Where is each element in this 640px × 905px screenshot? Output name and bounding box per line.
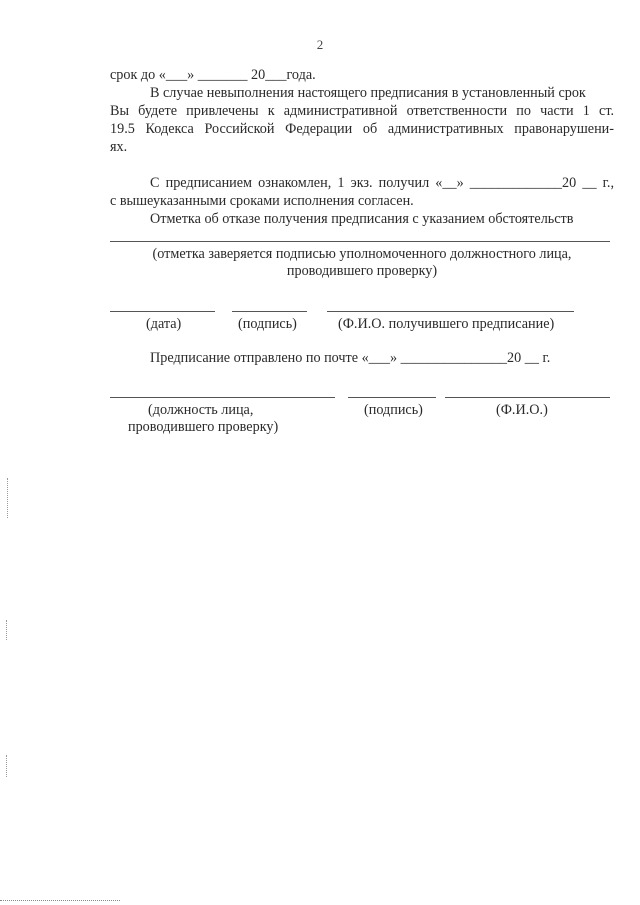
refusal-note-line-2: проводившего проверку): [286, 263, 438, 279]
mailing-line: Предписание отправлено по почте «___» _______________20 __ г.: [150, 350, 551, 366]
inspector-name-label: (Ф.И.О.): [496, 402, 548, 418]
date-label: (дата): [146, 316, 182, 332]
acknowledgement-line-1: С предписанием ознакомлен, 1 экз. получил «__» _____________20 __ г.,: [150, 175, 614, 191]
liability-line-3: 19.5 Кодекса Российской Федерации об административных правонарушени-: [110, 121, 614, 137]
inspector-name-line: [445, 397, 610, 398]
inspector-position-line: [110, 397, 335, 398]
inspector-signature-line: [348, 397, 436, 398]
inspector-signature-label: (подпись): [364, 402, 423, 418]
inspector-position-label-2: проводившего проверку): [128, 419, 279, 435]
recipient-name-line: [327, 311, 574, 312]
liability-line-4: ях.: [110, 139, 128, 155]
scan-artifact: [6, 755, 7, 777]
recipient-signature-line: [232, 311, 307, 312]
scan-artifact: [0, 900, 120, 901]
page-number: 2: [316, 37, 324, 52]
scan-artifact: [7, 478, 8, 518]
refusal-circumstances-line: [110, 241, 610, 242]
liability-line-1: В случае невыполнения настоящего предписания в установленный срок: [150, 85, 586, 101]
acknowledgement-line-2: с вышеуказанными сроками исполнения согласен.: [110, 193, 414, 209]
recipient-signature-label: (подпись): [238, 316, 297, 332]
refusal-heading: Отметка об отказе получения предписания с указанием обстоятельств: [150, 211, 574, 227]
deadline-line: срок до «___» _______ 20___года.: [110, 67, 316, 83]
recipient-name-label: (Ф.И.О. получившего предписание): [338, 316, 555, 332]
scan-artifact: [6, 620, 7, 640]
inspector-position-label-1: (должность лица,: [148, 402, 254, 418]
refusal-note-line-1: (отметка заверяется подписью уполномоченного должностного лица,: [152, 246, 572, 262]
date-line: [110, 311, 215, 312]
liability-line-2: Вы будете привлечены к административной ответственности по части 1 ст.: [110, 103, 614, 119]
